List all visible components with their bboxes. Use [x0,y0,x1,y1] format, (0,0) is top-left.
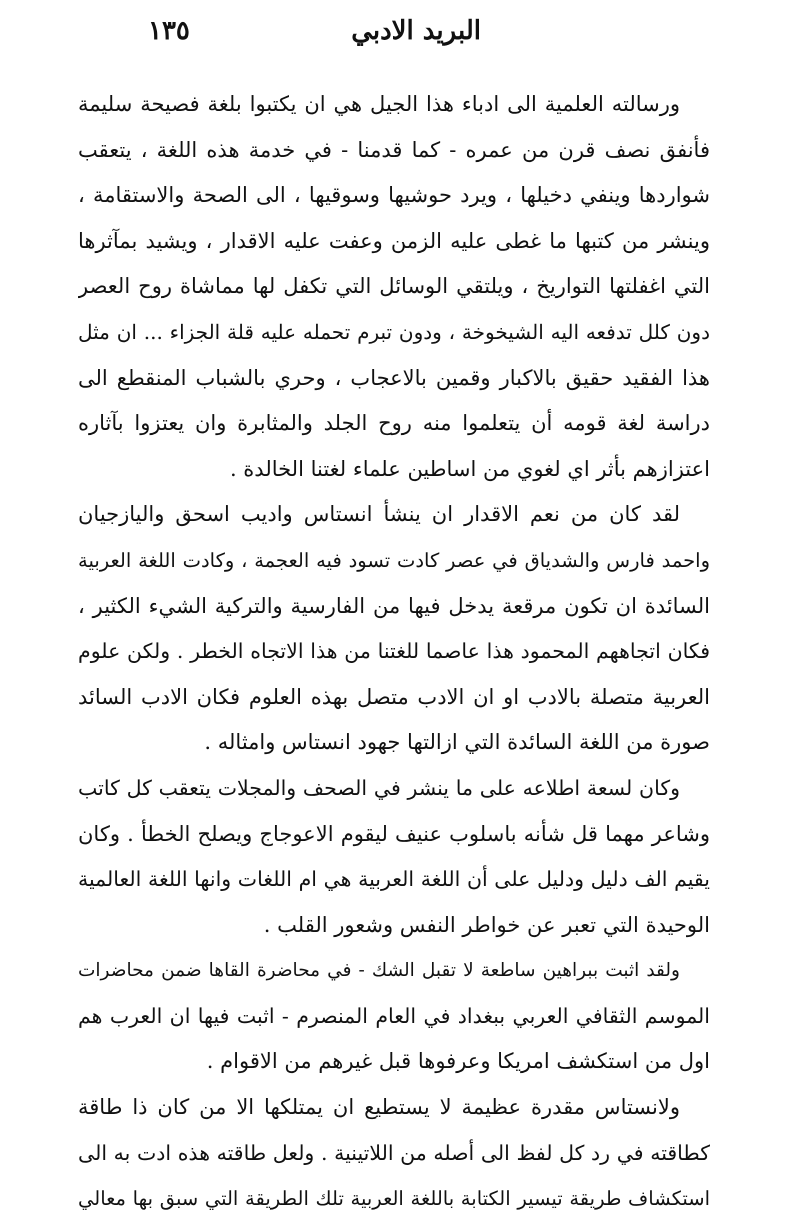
article-body [78,82,710,1222]
text-line: واحمد فارس والشدياق في عصر كادت تسود فيه العجمة ، وكادت اللغة العربية [78,548,710,572]
text-line: الوحيدة التي تعبر عن خواطر النفس وشعور القلب . [263,912,710,937]
text-line: اعتزازهم بأثر اي لغوي من اساطين علماء لغتنا الخالدة . [229,456,710,481]
text-line: استكشاف طريقة تيسير الكتابة باللغة العربية تلك الطريقة التي سبق بها معالي [78,1187,710,1211]
running-title: البريد الادبي [351,16,481,46]
text-line: فأنفق نصف قرن من عمره - كما قدمنا - في خدمة هذه اللغة ، يتعقب [78,137,710,162]
text-line: وكان لسعة اطلاعه على ما ينشر في الصحف والمجلات يتعقب كل كاتب [78,775,680,800]
text-line: ولقد اثبت ببراهين ساطعة لا تقبل الشك - في محاضرة القاها ضمن محاضرات [78,960,680,982]
text-line: دراسة لغة قومه أن يتعلموا منه روح الجلد والمثابرة وان يعتزوا بآثاره [78,411,710,436]
text-line: السائدة ان تكون مرقعة يدخل فيها من الفارسية والتركية الشيء الكثير ، [78,593,710,618]
page-number: ١٣٥ [148,16,190,46]
text-line: فكان اتجاههم المحمود هذا عاصما للغتنا من هذا الاتجاه الخطر . ولكن علوم [78,639,710,664]
text-line: وشاعر مهما قل شأنه باسلوب عنيف ليقوم الاعوجاج ويصلح الخطأ . وكان [78,821,710,846]
text-line: ورسالته العلمية الى ادباء هذا الجيل هي ان يكتبوا بلغة فصيحة سليمة [78,92,680,116]
text-line: اول من استكشف امريكا وعرفوها قبل غيرهم من الاقوام . [206,1049,710,1074]
text-line: شواردها وينفي دخيلها ، ويرد حوشيها وسوقيها ، الى الصحة والاستقامة ، [78,183,710,208]
text-line: هذا الفقيد حقيق بالاكبار وقمين بالاعجاب ، وحري بالشباب المنقطع الى [78,365,710,390]
text-line: وينشر من كتبها ما غطى عليه الزمن وعفت عليه الاقدار ، ويشيد بمآثرها [78,228,710,253]
text-line: العربية متصلة بالادب او ان الادب متصل بهذه العلوم فكان الادب السائد [78,684,710,709]
text-line: لقد كان من نعم الاقدار ان ينشأ انستاس واديب اسحق واليازجيان [78,502,680,527]
text-line: الموسم الثقافي العربي ببغداد في العام المنصرم - اثبت فيها ان العرب هم [78,1003,710,1028]
text-line: ولانستاس مقدرة عظيمة لا يستطيع ان يمتلكها الا من كان ذا طاقة [78,1095,680,1120]
text-line: صورة من اللغة السائدة التي ازالتها جهود انستاس وامثاله . [204,730,710,755]
text-line: التي اغفلتها التواريخ ، ويلتقي الوسائل التي تكفل لها مماشاة روح العصر [78,274,710,299]
text-line: كطاقته في رد كل لفظ الى أصله من اللاتينية . ولعل طاقته هذه ادت به الى [78,1140,710,1165]
page-header [120,14,691,54]
text-line: يقيم الف دليل ودليل على أن اللغة العربية هي ام اللغات وانها اللغة العالمية [78,867,710,892]
text-line: دون كلل تدفعه اليه الشيخوخة ، ودون تبرم تحمله عليه قلة الجزاء ... ان مثل [78,319,710,344]
